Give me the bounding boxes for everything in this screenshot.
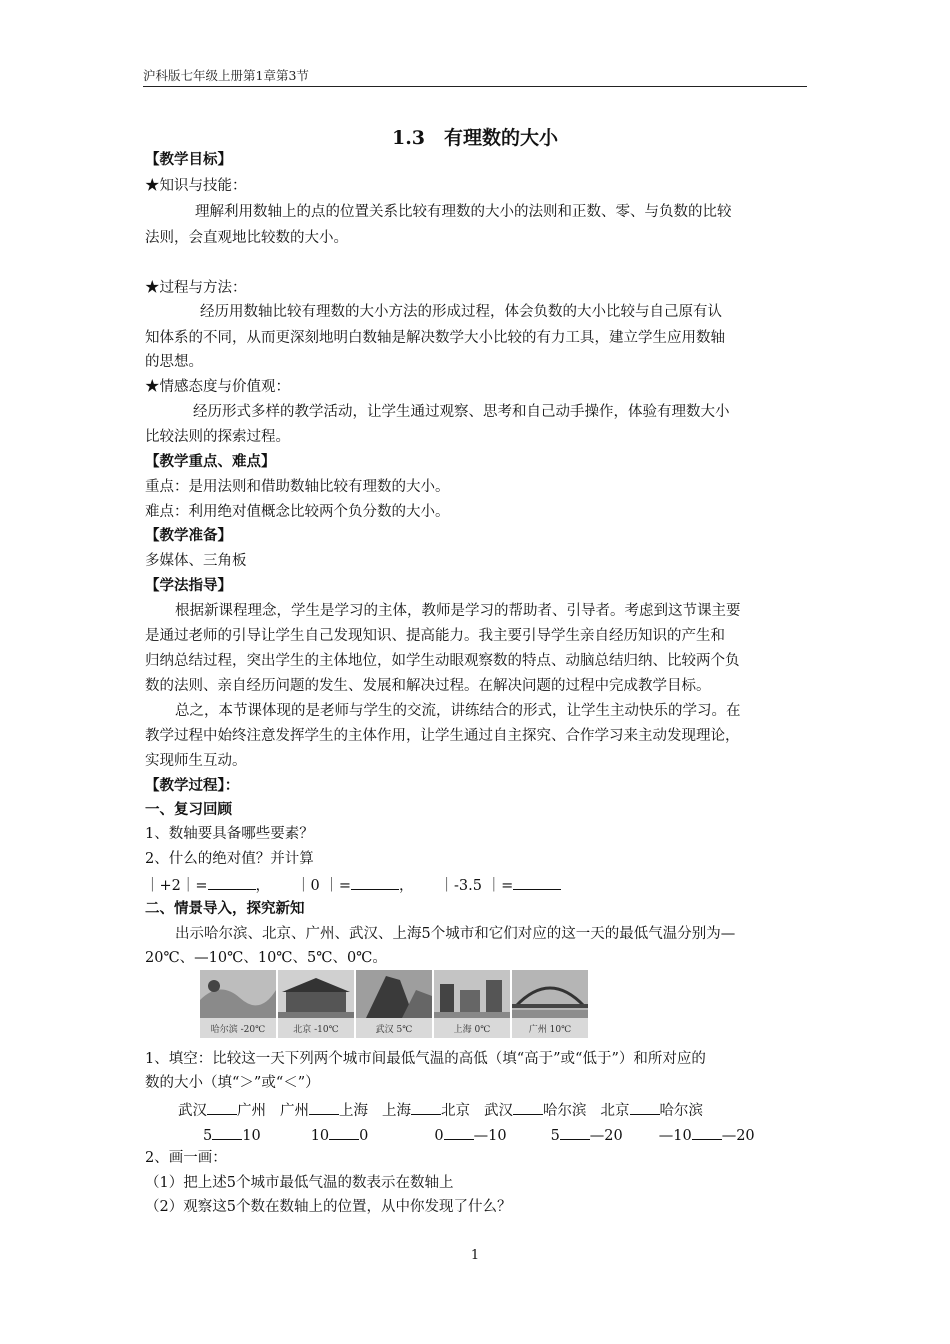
city-blank[interactable]: [630, 1099, 660, 1115]
page-number: 1: [470, 1248, 480, 1263]
review-question-1: 1、数轴要具备哪些要素？: [145, 826, 314, 842]
guidance-p2-line-1: 总之，本节课体现的是老师与学生的交流，讲练结合的形式，让学生主动快乐的学习。在: [175, 703, 741, 719]
city-a: 武汉: [484, 1103, 513, 1119]
num-blank[interactable]: [444, 1124, 474, 1140]
abs-value-row: [145, 874, 561, 895]
city-b: 北京: [441, 1103, 470, 1119]
abs-expr-3: ｜-3.5 ｜=: [439, 878, 514, 894]
city-blank[interactable]: [207, 1099, 237, 1115]
intro-line-1: 出示哈尔滨、北京、广州、武汉、上海5个城市和它们对应的这一天的最低气温分别为—: [175, 926, 736, 942]
city-comparison-row: [178, 1099, 703, 1120]
intro-line-2: 20℃、—10℃、10℃、5℃、0℃。: [145, 950, 387, 966]
preparation-heading: 【教学准备】: [145, 527, 232, 544]
blank-3[interactable]: [513, 874, 561, 890]
guidance-p1-line-2: 是通过老师的引导让学生自己发现知识、提高能力。我主要引导学生亲自经历知识的产生和: [145, 628, 725, 644]
num-a: 5: [550, 1128, 560, 1144]
header-rule: [143, 86, 807, 87]
photo-harbin: [200, 970, 276, 1038]
city-blank[interactable]: [411, 1099, 441, 1115]
difficult-point-text: 难点：利用绝对值概念比较两个负分数的大小。: [145, 504, 450, 520]
review-heading: 一、复习回顾: [145, 801, 232, 818]
attitude-heading: ★情感态度与价值观：: [145, 379, 290, 395]
abs-expr-1: ｜+2｜=: [145, 878, 208, 894]
num-b: —20: [721, 1128, 755, 1144]
guidance-p2-line-2: 教学过程中始终注意发挥学生的主体作用，让学生通过自主探究、合作学习来主动发现理论，: [145, 728, 740, 744]
process-line-3: 的思想。: [145, 354, 203, 370]
abs-expr-2: ｜0 ｜=: [296, 878, 352, 894]
guidance-p1-line-1: 根据新课程理念，学生是学习的主体，教师是学习的帮助者、引导者。考虑到这节课主要: [175, 603, 741, 619]
photo-caption: 上海 0℃: [453, 1025, 491, 1035]
num-b: 10: [242, 1128, 261, 1144]
num-b: —20: [589, 1128, 623, 1144]
attitude-line-1: 经历形式多样的教学活动，让学生通过观察、思考和自己动手操作，体验有理数大小: [193, 404, 730, 420]
preparation-text: 多媒体、三角板: [145, 553, 247, 569]
photo-guangzhou: [512, 970, 588, 1038]
objectives-heading: 【教学目标】: [145, 151, 232, 168]
key-points-heading: 【教学重点、难点】: [145, 453, 276, 470]
city-a: 北京: [600, 1103, 630, 1119]
intro-heading: 二、情景导入，探究新知: [145, 900, 305, 917]
num-a: 0: [434, 1128, 444, 1144]
process-line-2: 知体系的不同，从而更深刻地明白数轴是解决数学大小比较的有力工具，建立学生应用数轴: [145, 330, 725, 346]
running-header: 沪科版七年级上册第1章第3节: [143, 68, 309, 83]
guidance-p2-line-3: 实现师生互动。: [145, 753, 247, 769]
separator-2: ，: [399, 878, 414, 894]
num-blank[interactable]: [329, 1124, 359, 1140]
blank-2[interactable]: [351, 874, 399, 890]
knowledge-line-1: 理解利用数轴上的点的位置关系比较有理数的大小的法则和正数、零、与负数的比较: [195, 204, 732, 220]
key-point-text: 重点：是用法则和借助数轴比较有理数的大小。: [145, 479, 450, 495]
city-a: 武汉: [178, 1103, 207, 1119]
knowledge-line-2: 法则，会直观地比较数的大小。: [145, 230, 348, 246]
blank-1[interactable]: [208, 874, 256, 890]
draw-task-1: （1）把上述5个城市最低气温的数表示在数轴上: [145, 1175, 454, 1191]
draw-heading: 2、画一画：: [145, 1150, 227, 1166]
fill-in-line-2: 数的大小（填“＞”或“＜”）: [145, 1075, 320, 1091]
guidance-p1-line-3: 归纳总结过程，突出学生的主体地位，如学生动眼观察数的特点、动脑总结归纳、比较两个负: [145, 653, 740, 669]
separator-1: ，: [255, 878, 271, 894]
document-title: 1.3 有理数的大小: [391, 127, 559, 149]
guangzhou-bridge-icon: [512, 970, 588, 1018]
number-comparison-row: [203, 1124, 755, 1144]
city-b: 哈尔滨: [659, 1103, 703, 1119]
city-b: 上海: [339, 1103, 368, 1119]
fill-in-line-1: 1、填空：比较这一天下列两个城市间最低气温的高低（填“高于”或“低于”）和所对应的: [145, 1051, 706, 1067]
photo-caption: 武汉 5℃: [375, 1025, 413, 1035]
draw-task-2: （2）观察这5个数在数轴上的位置，从中你发现了什么？: [145, 1199, 512, 1215]
process-heading: ★过程与方法：: [145, 280, 247, 296]
beijing-image-icon: [278, 970, 354, 1018]
num-a: 5: [203, 1128, 213, 1144]
teaching-process-heading: 【教学过程】：: [145, 777, 240, 794]
photo-caption: 哈尔滨 -20℃: [210, 1025, 266, 1035]
attitude-line-2: 比较法则的探索过程。: [145, 429, 290, 445]
city-a: 广州: [280, 1103, 309, 1119]
shanghai-image-icon: [434, 970, 510, 1018]
photo-beijing: [278, 970, 354, 1038]
city-b: 广州: [237, 1103, 266, 1119]
num-b: 0: [359, 1128, 369, 1144]
process-line-1: 经历用数轴比较有理数的大小方法的形成过程，体会负数的大小比较与自己原有认: [200, 304, 722, 320]
num-a: —10: [658, 1128, 692, 1144]
photo-wuhan: [356, 970, 432, 1038]
harbin-image-icon: [200, 970, 276, 1018]
guidance-heading: 【学法指导】: [145, 577, 232, 594]
num-b: —10: [473, 1128, 507, 1144]
wuhan-image-icon: [356, 970, 432, 1018]
review-question-2: 2、什么的绝对值？并计算: [145, 851, 314, 867]
city-b: 哈尔滨: [543, 1103, 587, 1119]
city-photo-strip: [200, 970, 588, 1038]
photo-caption: 广州 10℃: [528, 1025, 572, 1035]
city-blank[interactable]: [309, 1099, 339, 1115]
city-blank[interactable]: [513, 1099, 543, 1115]
num-blank[interactable]: [692, 1124, 722, 1140]
guidance-p1-line-4: 数的法则、亲自经历问题的发生、发展和解决过程。在解决问题的过程中完成教学目标。: [145, 678, 711, 694]
photo-shanghai: [434, 970, 510, 1038]
num-blank[interactable]: [560, 1124, 590, 1140]
num-blank[interactable]: [212, 1124, 242, 1140]
photo-caption: 北京 -10℃: [293, 1025, 339, 1035]
city-a: 上海: [382, 1103, 411, 1119]
knowledge-heading: ★知识与技能：: [145, 178, 247, 194]
num-a: 10: [310, 1128, 330, 1144]
